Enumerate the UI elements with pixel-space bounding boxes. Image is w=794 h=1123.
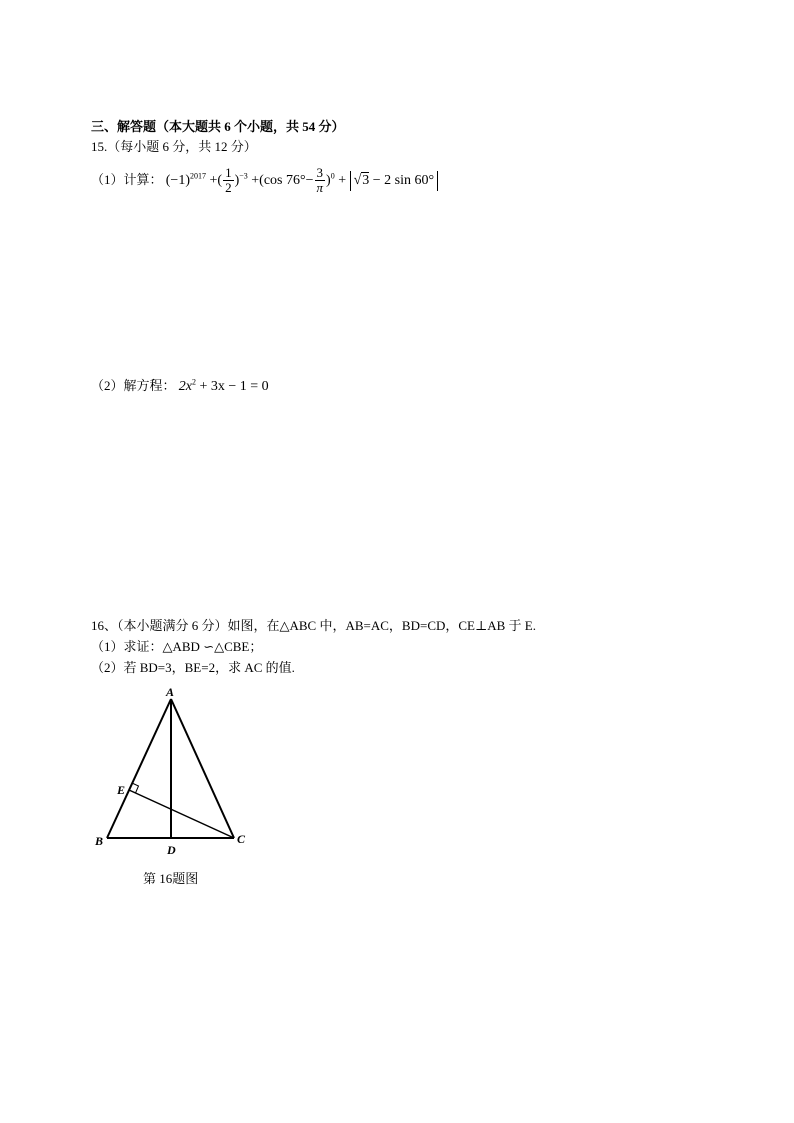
- q15-part1-expression: [165, 165, 438, 196]
- exp-2: 2: [191, 377, 196, 387]
- segment-ce: [129, 790, 234, 838]
- sin-term: − 2 sin 60°: [372, 172, 435, 188]
- plus-sign: +: [338, 173, 347, 188]
- q15-header: 15.（每小题 6 分，共 12 分）: [91, 139, 257, 154]
- frac-num: 3: [315, 166, 326, 181]
- side-ab: [107, 699, 171, 838]
- label-d: D: [167, 843, 176, 857]
- exp-zero: 0: [330, 171, 335, 181]
- paren-open: (: [217, 173, 223, 188]
- label-b: B: [95, 834, 104, 848]
- figure-caption: 第 16题图: [143, 871, 199, 886]
- term-2x: 2x: [178, 379, 192, 394]
- triangle-figure: [90, 682, 260, 857]
- label-a: A: [166, 685, 175, 699]
- section-title: 三、解答题（本大题共 6 个小题，共 54 分）: [91, 119, 345, 134]
- q15-part2-equation: [179, 379, 269, 394]
- cos-term: (cos 76°−: [259, 173, 314, 188]
- fraction-one-half: [223, 166, 234, 195]
- label-e: E: [117, 783, 126, 797]
- plus-sign: +: [209, 173, 218, 188]
- q16-line3: （2）若 BD=3，BE=2，求 AC 的值.: [91, 660, 295, 675]
- exp-neg3: −3: [239, 171, 248, 181]
- paren-close: ): [326, 173, 331, 188]
- frac-num: 1: [225, 165, 232, 181]
- q15-part1-prefix: （1）计算：: [91, 172, 163, 187]
- q16-line2: （1）求证：△ABD ∽△CBE；: [91, 639, 263, 654]
- q16-line1: 16、（本小题满分 6 分）如图，在△ABC 中，AB=AC，BD=CD，CE⊥AB 于 E.: [91, 618, 536, 633]
- paren-close: ): [234, 173, 240, 188]
- frac-den: 2: [225, 180, 232, 196]
- absolute-value: √3 − 2 sin 60°: [350, 171, 439, 191]
- label-c: C: [237, 832, 246, 846]
- exp-2017: 2017: [190, 171, 206, 181]
- q15-part1: [91, 160, 438, 200]
- fraction-three-pi: [315, 166, 326, 195]
- sqrt-radicand: 3: [362, 172, 370, 188]
- term-neg-one: (−1): [165, 173, 190, 188]
- q15-part2-prefix: （2）解方程：: [91, 378, 176, 393]
- side-ac: [171, 699, 234, 838]
- frac-den: π: [316, 180, 324, 196]
- q15-part2: [91, 378, 269, 395]
- plus-sign: +: [251, 173, 260, 188]
- equation-rest: + 3x − 1 = 0: [195, 379, 269, 394]
